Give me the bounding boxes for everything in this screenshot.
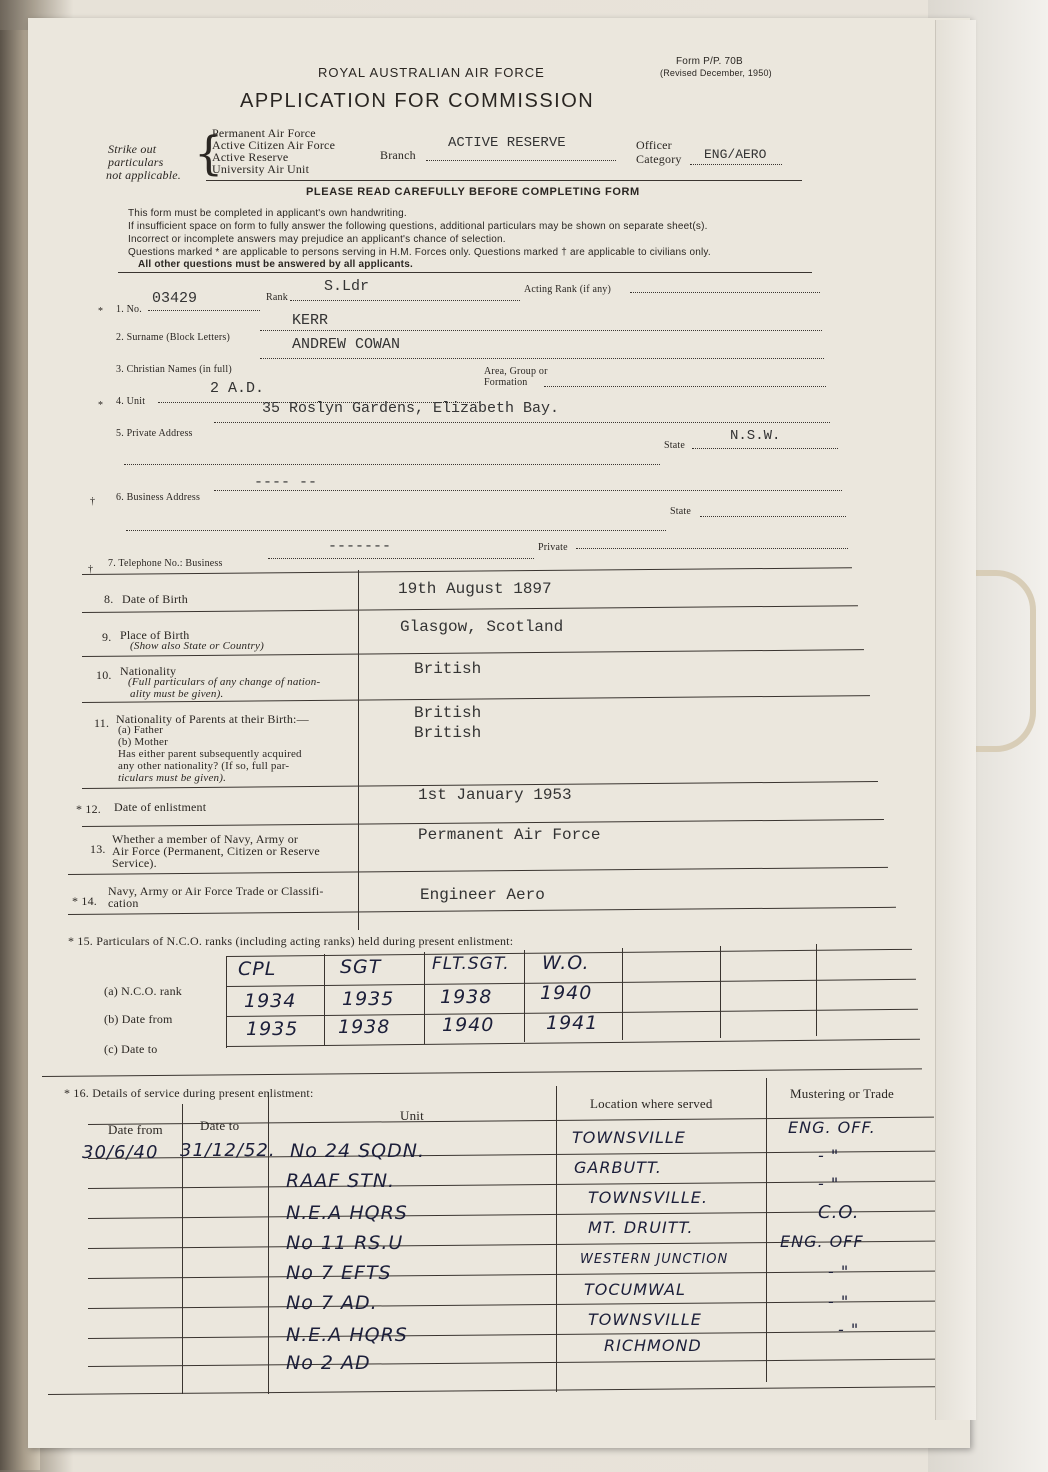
nationality-value: British (414, 660, 482, 678)
nco-to-4: 1941 (546, 1012, 599, 1034)
org-name: ROYAL AUSTRALIAN AIR FORCE (318, 65, 545, 80)
location-row-5: WESTERN JUNCTION (580, 1252, 729, 1267)
private-phone-label: Private (538, 542, 568, 553)
business-state-label: State (670, 506, 691, 517)
instruction-1: This form must be completed in applicant's own handwriting. (128, 208, 407, 219)
instruction-4: Questions marked * are applicable to persons serving in H.M. Forces only. Questions marked † are applicable to civilians only. (128, 247, 711, 258)
nco-rank-3: FLT.SGT. (432, 954, 510, 974)
q6-label: 6. Business Address (116, 492, 201, 503)
private-state-label: State (664, 440, 685, 451)
rank-label: Rank (266, 292, 288, 303)
service-date-to: 31/12/52. (180, 1140, 276, 1161)
trade-row-6: - " (828, 1262, 850, 1281)
trade-row-4: C.O. (818, 1202, 860, 1223)
unit-row-5: No 7 EFTS (286, 1262, 392, 1284)
form-revised: (Revised December, 1950) (660, 68, 772, 78)
nco-rank-1: CPL (238, 958, 277, 980)
place-of-birth-value: Glasgow, Scotland (400, 618, 564, 636)
service-option-3: Active Reserve (212, 150, 289, 164)
folded-page-edge (935, 20, 976, 1420)
nco-to-2: 1938 (338, 1016, 391, 1038)
date-of-enlistment-value: 1st January 1953 (418, 786, 572, 804)
surname-value: KERR (292, 312, 329, 329)
q11-sub-3: ticulars must be given). (118, 772, 227, 784)
brace-left: { (194, 126, 224, 180)
q14-text-2: cation (108, 896, 139, 910)
location-row-6: TOCUMWAL (584, 1280, 686, 1299)
location-row-2: GARBUTT. (574, 1158, 662, 1177)
strike-out-note-2: particulars (108, 155, 164, 169)
q9-label: 9. (102, 630, 112, 644)
q15-row-from: (b) Date from (104, 1012, 173, 1026)
business-phone-value: ------- (328, 538, 392, 555)
nco-from-3: 1938 (440, 986, 493, 1008)
unit-row-3: N.E.A HQRS (286, 1202, 408, 1224)
trade-classification-value: Engineer Aero (420, 886, 545, 904)
form-number: Form P/P. 70B (676, 56, 743, 67)
branch-label: Branch (380, 148, 416, 162)
q12-text: Date of enlistment (114, 800, 207, 814)
service-option-2: Active Citizen Air Force (212, 138, 336, 152)
private-address-value: 35 Roslyn Gardens, Elizabeth Bay. (262, 400, 560, 417)
trade-row-5: ENG. OFF (780, 1232, 864, 1251)
service-option-4: University Air Unit (212, 162, 310, 176)
q16-label: * 16. Details of service during present enlistment: (64, 1086, 314, 1100)
acting-rank-label: Acting Rank (if any) (524, 284, 612, 295)
unit-row-4: No 11 RS.U (286, 1232, 404, 1254)
unit-row-7: N.E.A HQRS (286, 1324, 408, 1346)
header-trade: Mustering or Trade (790, 1086, 894, 1101)
header-location: Location where served (590, 1096, 713, 1111)
service-membership-value: Permanent Air Force (418, 826, 601, 844)
unit-row-6: No 7 AD. (286, 1292, 378, 1314)
unit-row-8: No 2 AD (286, 1352, 371, 1374)
instruction-3: Incorrect or incomplete answers may prejudice an applicant's chance of selection. (128, 234, 506, 245)
nco-from-4: 1940 (540, 982, 593, 1004)
location-row-3: TOWNSVILLE. (588, 1188, 708, 1207)
category-label: Category (636, 152, 682, 166)
mother-nationality-value: British (414, 724, 482, 742)
q14-text-1: Navy, Army or Air Force Trade or Classifi- (108, 884, 324, 898)
date-of-birth-value: 19th August 1897 (398, 580, 552, 598)
rank-value: S.Ldr (324, 278, 370, 295)
q3-label: 3. Christian Names (in full) (116, 364, 232, 375)
q15-row-rank: (a) N.C.O. rank (104, 984, 182, 998)
q13-text-2: Air Force (Permanent, Citizen or Reserve (112, 844, 320, 858)
q13-text-3: Service). (112, 856, 157, 870)
q11-sub-2: any other nationality? (If so, full par- (118, 760, 290, 772)
q7-label: 7. Telephone No.: Business (108, 558, 223, 569)
q9-subtext: (Show also State or Country) (130, 640, 264, 652)
q4-label: 4. Unit (116, 396, 146, 407)
instruction-5: All other questions must be answered by all applicants. (138, 259, 413, 270)
unit-value: 2 A.D. (210, 380, 265, 397)
strike-out-note-3: not applicable. (106, 168, 181, 182)
trade-row-7: - " (828, 1292, 850, 1311)
service-number-value: 03429 (152, 290, 198, 307)
q2-label: 2. Surname (Block Letters) (116, 332, 231, 343)
officer-label: Officer (636, 138, 672, 152)
binding-string (970, 570, 1036, 752)
trade-row-1: ENG. OFF. (788, 1118, 876, 1137)
area-label-2: Formation (484, 377, 528, 388)
service-date-from: 30/6/40 (82, 1142, 159, 1163)
header-date-from: Date from (108, 1122, 163, 1137)
q9-text: Place of Birth (120, 628, 190, 642)
christian-names-value: ANDREW COWAN (292, 336, 401, 353)
q1-label: 1. No. (116, 304, 142, 315)
q11-sub-1: Has either parent subsequently acquired (118, 748, 302, 760)
location-row-4: MT. DRUITT. (588, 1218, 694, 1237)
service-option-1: Permanent Air Force (212, 126, 316, 140)
unit-row-2: RAAF STN. (286, 1170, 396, 1192)
q15-label: * 15. Particulars of N.C.O. ranks (including acting ranks) held during present enlistment: (68, 934, 514, 948)
location-row-7: TOWNSVILLE (588, 1310, 702, 1329)
private-state-value: N.S.W. (730, 428, 781, 444)
nco-to-1: 1935 (246, 1018, 299, 1040)
unit-row-1: No 24 SQDN. (290, 1140, 425, 1162)
q13-label: 13. (90, 842, 106, 856)
q8-text: Date of Birth (122, 592, 188, 606)
q11-father: (a) Father (118, 724, 164, 736)
instruction-2: If insufficient space on form to fully answer the following questions, additional particulars may be shown on separate sheet(s). (128, 221, 708, 232)
father-nationality-value: British (414, 704, 482, 722)
trade-row-2: - " (818, 1146, 840, 1165)
form-page: Form P/P. 70B (Revised December, 1950) ROYAL AUSTRALIAN AIR FORCE APPLICATION FOR COMMISSION Strike out particulars not applicable. { Permanent Air Force Active Citizen Air Force Active Reserve University Air Unit Branch ACTIVE RESERVE Officer Category ENG/AERO PLEASE READ CAREFULLY BEFORE COMPLETING FORM This form must be completed in applicant's own handwriting. If insufficient space on form to fully answer the following questions, additional particulars may be shown on separate sheet(s). Incorrect or incomplete answers may prejudice an applicant's chance of selection. Questions marked * are applicable to persons serving in H.M. Forces only. Questions marked † are applicable to civilians only. All other questions must be answered by all applicants. * 1. No. 03429 Rank S.Ldr Acting Rank (if any) 2. Surname (Block Letters) KERR 3. Christian Names (in full) ANDREW COWAN * 4. Unit 2 A.D. Area, Group or Formation 5. Private Address 35 Roslyn Gardens, Elizabeth Bay. State N.S.W. † 6. Business Address ---- -- State † 7. Telephone No.: Business ------- Private 8. Date of Birth 19th August 1897 9. Place of Birth (Show also State or Country) Glasgow, Scotland 10. Nationality (Full particulars of any change of nation- ality must be given). British 11. Nationality of Parents at their Birth:— (a) Father (b) Mother Has either parent subsequently acquired any other nationality? (If so, full par- ticulars must be given). British British * 12. Date of enlistment 1st January 1953 13. Whether a member of Navy, Army or Air Force (Permanent, Citizen or Reserve Service). Permanent Air Force * 14. Navy, Army or Air Force Trade or Classifi- cation Engineer Aero * 15. Particulars of N.C.O. ranks (including acting ranks) held during present enlistment: (a) N.C.O. rank (b) Date from (c) Date to CPL SGT FLT.SGT. W.O. 1934 1935 1938 1940 1935 1938 1940 1941 * 16. Details of service during present enlistment: Date from Date to Unit Location where served Mustering or Trade 30/6/40 31/12/52. No 24 SQDN. RAAF STN. N.E.A HQRS No 11 RS.U No 7 EFTS No 7 AD. N.E.A HQRS No 2 AD TOWNSVILLE GARBUTT. TOWNSVILLE. MT. DRUITT. WESTERN JUNCTION TOCUMWAL TOWNSVILLE RICHMOND ENG. OFF. - " - " C.O. ENG. OFF - " - " - " (28, 18, 970, 1448)
q14-label: * 14. (72, 894, 97, 908)
nco-rank-4: W.O. (542, 952, 590, 974)
officer-category-value: ENG/AERO (704, 147, 767, 162)
location-row-8: RICHMOND (604, 1336, 702, 1355)
header-date-to: Date to (200, 1118, 240, 1133)
q10-text: Nationality (120, 664, 177, 678)
nco-from-1: 1934 (244, 990, 297, 1012)
q13-text-1: Whether a member of Navy, Army or (112, 832, 299, 846)
q10-subtext-2: ality must be given). (130, 688, 224, 700)
q5-label: 5. Private Address (116, 428, 193, 439)
header-unit: Unit (400, 1108, 424, 1123)
location-row-1: TOWNSVILLE (572, 1128, 686, 1147)
q12-label: * 12. (76, 802, 101, 816)
nco-rank-2: SGT (340, 956, 382, 978)
q15-row-to: (c) Date to (104, 1042, 158, 1056)
q11-label: 11. (94, 716, 110, 730)
business-address-value: ---- -- (254, 474, 318, 491)
area-label-1: Area, Group or (484, 366, 548, 377)
page-title: APPLICATION FOR COMMISSION (240, 90, 595, 112)
q10-label: 10. (96, 668, 112, 682)
nco-from-2: 1935 (342, 988, 395, 1010)
q11-text: Nationality of Parents at their Birth:— (116, 712, 309, 726)
strike-out-note-1: Strike out (108, 142, 157, 156)
q10-subtext-1: (Full particulars of any change of nation- (128, 676, 321, 688)
trade-row-3: - " (818, 1174, 840, 1193)
q8-label: 8. (104, 592, 114, 606)
instructions-heading: PLEASE READ CAREFULLY BEFORE COMPLETING FORM (306, 186, 640, 198)
nco-to-3: 1940 (442, 1014, 495, 1036)
q11-mother: (b) Mother (118, 736, 168, 748)
branch-value: ACTIVE RESERVE (448, 135, 566, 151)
trade-row-8: - " (838, 1320, 860, 1339)
